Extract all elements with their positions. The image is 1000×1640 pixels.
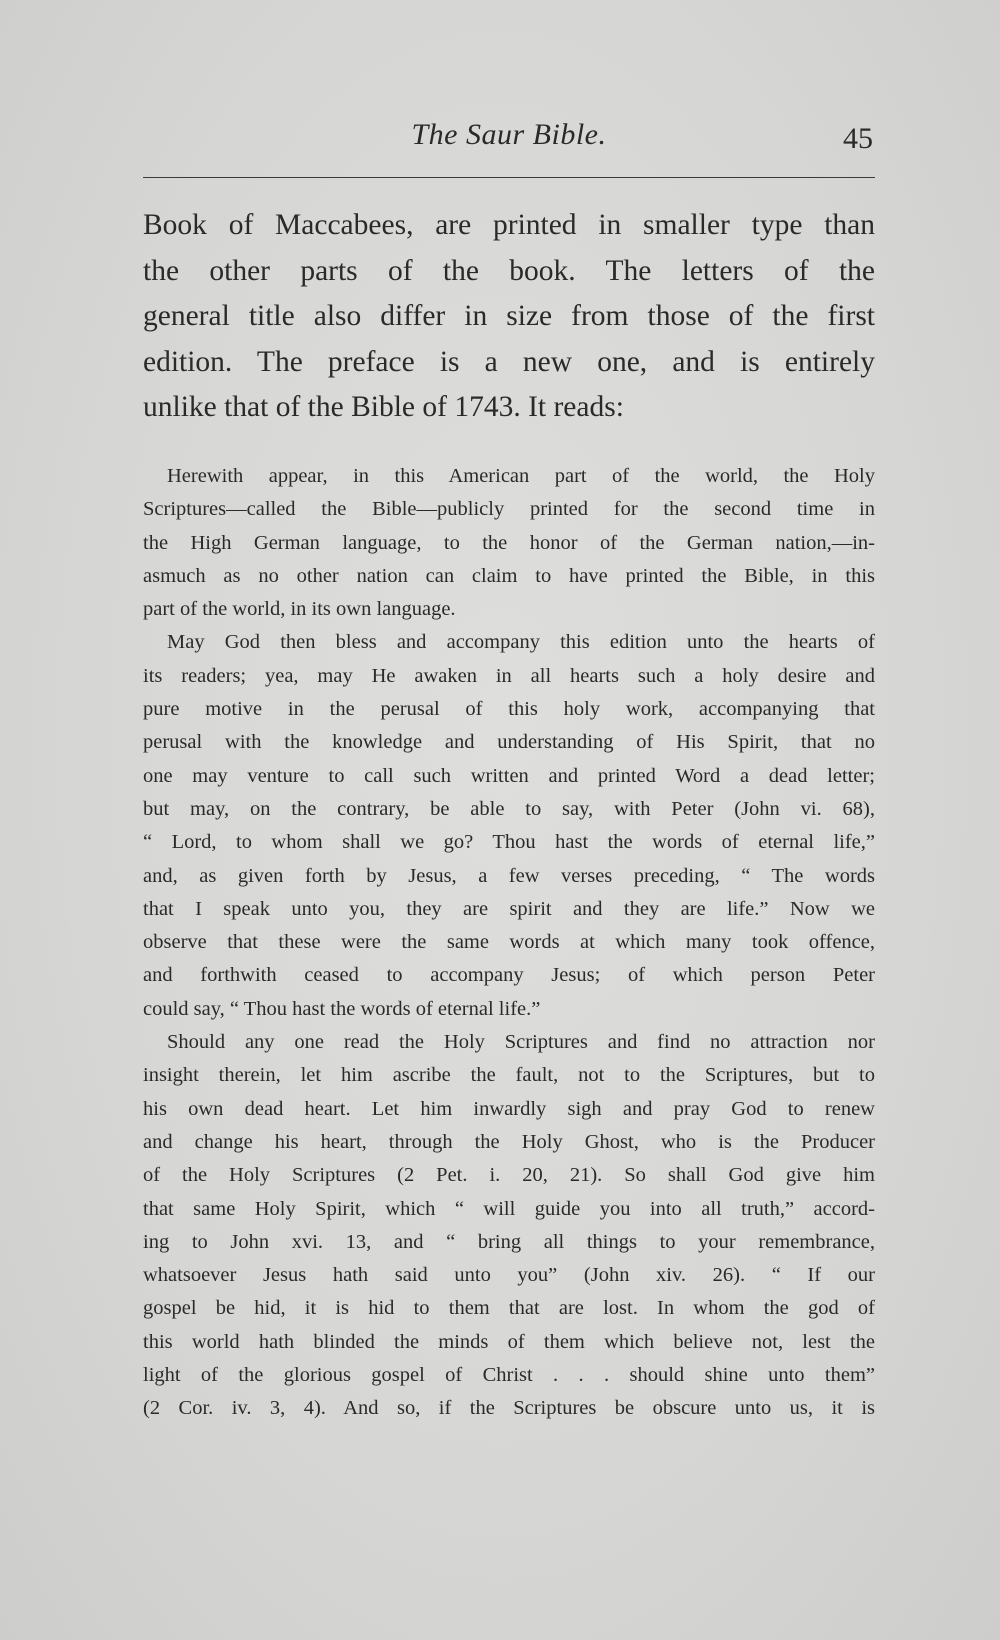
quote-line: and forthwith ceased to accompany Jesus; of which person Peter	[143, 964, 875, 987]
body-line: the other parts of the book. The letters of the	[143, 254, 875, 287]
quote-line: one may venture to call such written and printed Word a dead letter;	[143, 764, 875, 787]
quote-line: that I speak unto you, they are spirit and they are life.” Now we	[143, 897, 875, 920]
quote-line: the High German language, to the honor of the German nation,—in-	[143, 531, 875, 554]
quote-line: May God then bless and accompany this edition unto the hearts of	[167, 631, 875, 654]
quote-line: and change his heart, through the Holy Ghost, who is the Producer	[143, 1130, 875, 1153]
quote-line: of the Holy Scriptures (2 Pet. i. 20, 21). So shall God give him	[143, 1164, 875, 1187]
preface-quote	[143, 460, 875, 1426]
quote-line: ing to John xvi. 13, and “ bring all things to your remembrance,	[143, 1230, 875, 1253]
quote-line: light of the glorious gospel of Christ . . . should shine unto them”	[143, 1364, 875, 1387]
quote-line: insight therein, let him ascribe the fault, not to the Scriptures, but to	[143, 1064, 875, 1087]
quote-line: Herewith appear, in this American part of the world, the Holy	[167, 465, 875, 487]
quote-line: asmuch as no other nation can claim to have printed the Bible, in this	[143, 564, 875, 587]
quote-line: perusal with the knowledge and understanding of His Spirit, that no	[143, 731, 875, 754]
quote-line: his own dead heart. Let him inwardly sigh and pray God to renew	[143, 1097, 875, 1120]
body-paragraph	[143, 203, 875, 431]
running-title: The Saur Bible.	[411, 118, 607, 151]
quote-line: gospel be hid, it is hid to them that are lost. In whom the god of	[143, 1297, 875, 1320]
quote-line: “ Lord, to whom shall we go? Thou hast the words of eternal life,”	[143, 831, 875, 854]
quote-line: and, as given forth by Jesus, a few verses preceding, “ The words	[143, 864, 875, 887]
body-line: Book of Maccabees, are printed in smaller type than	[143, 209, 875, 241]
body-line: edition. The preface is a new one, and is entirely	[143, 345, 875, 378]
quote-line: Scriptures—called the Bible—publicly printed for the second time in	[143, 498, 875, 521]
page-number: 45	[843, 122, 873, 155]
running-head	[143, 112, 875, 162]
quote-line: observe that these were the same words at which many took offence,	[143, 931, 875, 954]
quote-line: but may, on the contrary, be able to say, with Peter (John vi. 68),	[143, 797, 875, 820]
body-line: general title also differ in size from those of the first	[143, 300, 875, 332]
quote-line: whatsoever Jesus hath said unto you” (John xiv. 26). “ If our	[143, 1264, 875, 1287]
quote-line: pure motive in the perusal of this holy work, accompanying that	[143, 698, 875, 721]
quote-line: Should any one read the Holy Scriptures and find no attraction nor	[167, 1031, 875, 1054]
quote-line: part of the world, in its own language.	[143, 598, 456, 621]
quote-line: (2 Cor. iv. 3, 4). And so, if the Scriptures be obscure unto us, it is	[143, 1397, 875, 1420]
quote-line: could say, “ Thou hast the words of eternal life.”	[143, 997, 541, 1020]
quote-line: its readers; yea, may He awaken in all hearts such a holy desire and	[143, 664, 875, 687]
quote-line: that same Holy Spirit, which “ will guide you into all truth,” accord-	[143, 1197, 875, 1220]
header-rule	[143, 177, 875, 178]
body-line: unlike that of the Bible of 1743. It reads:	[143, 391, 624, 423]
quote-line: this world hath blinded the minds of them which believe not, lest the	[143, 1330, 875, 1353]
